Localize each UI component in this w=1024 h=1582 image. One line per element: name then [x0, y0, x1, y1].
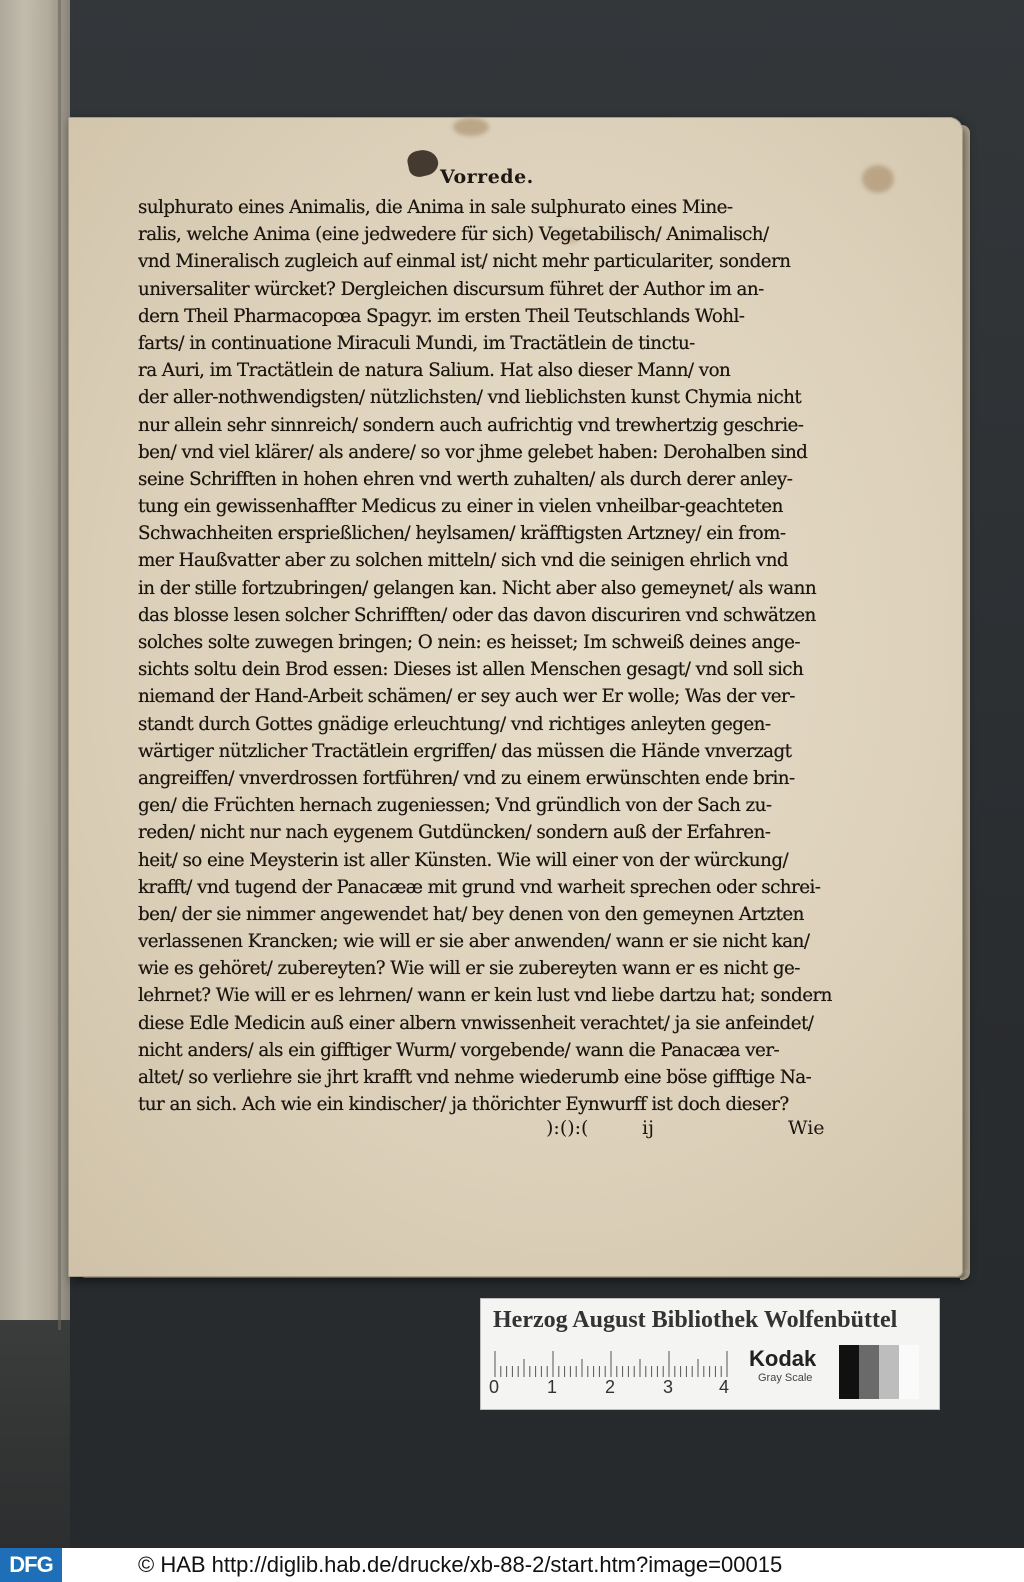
kodak-logo: Kodak: [749, 1346, 817, 1371]
gray-scale-label: Gray Scale: [758, 1372, 813, 1384]
text-line: altet/ so verliehre sie jhrt krafft vnd nehme wiederumb eine böse gifftige Na-: [138, 1067, 812, 1088]
library-name: Herzog August Bibliothek Wolfenbüttel: [493, 1307, 898, 1333]
text-line: nicht anders/ als ein gifftiger Wurm/ vorgebende/ wann die Panacæa ver-: [138, 1039, 780, 1061]
text-line: wie es gehöret/ zubereyten? Wie will er sie zubereyten wann er es nicht ge-: [138, 958, 800, 980]
ruler-number: 0: [489, 1377, 500, 1397]
text-line: lehrnet? Wie will er es lehrnen/ wann er kein lust vnd liebe dartzu hat; sondern: [138, 985, 832, 1007]
text-block: [138, 194, 838, 1118]
text-line: sulphurato eines Animalis, die Anima in sale sulphurato eines Mine-: [138, 197, 733, 218]
text-line: heit/ so eine Meysterin ist aller Künsten. Wie will einer von der würckung/: [138, 849, 789, 871]
ruler-icon: [493, 1349, 729, 1377]
text-line: tung ein gewissenhaffter Medicus zu einer in vielen vnheilbar-geachteten: [138, 496, 783, 518]
text-line: in der stille fortzubringen/ gelangen kan. Nicht aber also gemeynet/ als wann: [138, 577, 817, 599]
text-line: diese Edle Medicin auß einer albern vnwissenheit verachtet/ ja sie anfeindet/: [138, 1012, 814, 1034]
color-scale-card: [480, 1298, 940, 1410]
text-line: mer Haußvatter aber zu solchen mitteln/ sich vnd die seinigen ehrlich vnd: [138, 550, 789, 572]
text-line: verlassenen Krancken; wie will er sie aber anwenden/ wann er sie nicht kan/: [138, 931, 810, 953]
text-line: farts/ in continuatione Miraculi Mundi, im Tractätlein de tinctu-: [138, 332, 695, 354]
text-line: der aller-nothwendigsten/ nützlichsten/ vnd lieblichsten kunst Chymia nicht: [138, 387, 802, 409]
text-line: ra Auri, im Tractätlein de natura Salium. Hat also dieser Mann/ von: [138, 360, 731, 382]
text-line: universaliter würcket? Dergleichen discursum führet der Author im an-: [138, 278, 764, 300]
swatch-light-gray: [879, 1345, 899, 1399]
text-line: wärtiger nützlicher Tractätlein ergriffen/ das müssen die Hände vnverzagt: [138, 740, 792, 762]
text-line: seine Schrifften in hohen ehren vnd werth zuhalten/ als durch derer anley-: [138, 468, 793, 490]
text-line: krafft/ vnd tugend der Panacææ mit grund vnd warheit sprechen oder schrei-: [138, 876, 821, 898]
swatch-white: [899, 1345, 919, 1399]
footer-bar: [0, 1548, 1024, 1582]
catchword: Wie: [788, 1117, 825, 1139]
copyright-url[interactable]: © HAB http://diglib.hab.de/drucke/xb-88-2/start.htm?image=00015: [138, 1552, 783, 1577]
text-line: solches solte zuwegen bringen; O nein: es heisset; Im schweiß deines ange-: [138, 632, 801, 653]
paper-stain: [453, 118, 489, 136]
text-line: reden/ nicht nur nach eygenem Gutdüncken/ sondern auß der Erfahren-: [138, 822, 771, 844]
paper-stain: [862, 165, 894, 193]
swatch-black: [839, 1345, 859, 1399]
ruler-number: 3: [663, 1377, 674, 1397]
gray-scale-swatches: [839, 1345, 919, 1399]
text-line: ben/ der sie nimmer angewendet hat/ bey denen von den gemeynen Artzten: [138, 903, 804, 925]
text-line: nur allein sehr sinnreich/ sondern auch aufrichtig vnd trewhertzig geschrie-: [138, 414, 804, 436]
text-line: das blosse lesen solcher Schrifften/ oder das davon discuriren vnd schwätzen: [138, 604, 816, 626]
page-signature: ij: [642, 1117, 654, 1139]
swatch-dark-gray: [859, 1345, 879, 1399]
text-line: vnd Mineralisch zugleich auf einmal ist/ nicht mehr particulariter, sondern: [138, 251, 791, 273]
binding-line: [58, 0, 61, 1330]
text-line: niemand der Hand-Arbeit schämen/ er sey auch wer Er wolle; Was der ver-: [138, 686, 795, 708]
text-line: gen/ die Früchten hernach zugeniessen; Vnd gründlich von der Sach zu-: [138, 795, 772, 817]
text-line: Schwachheiten ersprießlichen/ heylsamen/ kräfftigsten Artzney/ ein from-: [138, 523, 786, 545]
running-header: Vorrede.: [440, 166, 534, 188]
text-line: standt durch Gottes gnädige erleuchtung/ vnd richtiges anleyten gegen-: [138, 713, 771, 735]
text-line: ben/ vnd viel klärer/ als andere/ so vor jhme gelebet haben: Derohalben sind: [138, 441, 808, 463]
signature-mark: ):():(: [546, 1117, 589, 1139]
dfg-logo: DFG: [0, 1548, 62, 1582]
text-line: ralis, welche Anima (eine jedwedere für sich) Vegetabilisch/ Animalisch/: [138, 224, 769, 246]
ruler-number: 2: [605, 1377, 616, 1397]
text-line: sichts soltu dein Brod essen: Dieses ist allen Menschen gesagt/ vnd soll sich: [138, 659, 804, 681]
binding-shadow: [0, 1320, 70, 1548]
text-line: angreiffen/ vnverdrossen fortführen/ vnd zu einem erwünschten ende brin-: [138, 767, 795, 789]
ruler-number: 4: [719, 1377, 730, 1397]
ruler-number: 1: [547, 1377, 558, 1397]
text-line: dern Theil Pharmacopœa Spagyr. im ersten Theil Teutschlands Wohl-: [138, 305, 745, 327]
text-line: tur an sich. Ach wie ein kindischer/ ja thörichter Eynwurff ist doch dieser?: [138, 1094, 789, 1116]
